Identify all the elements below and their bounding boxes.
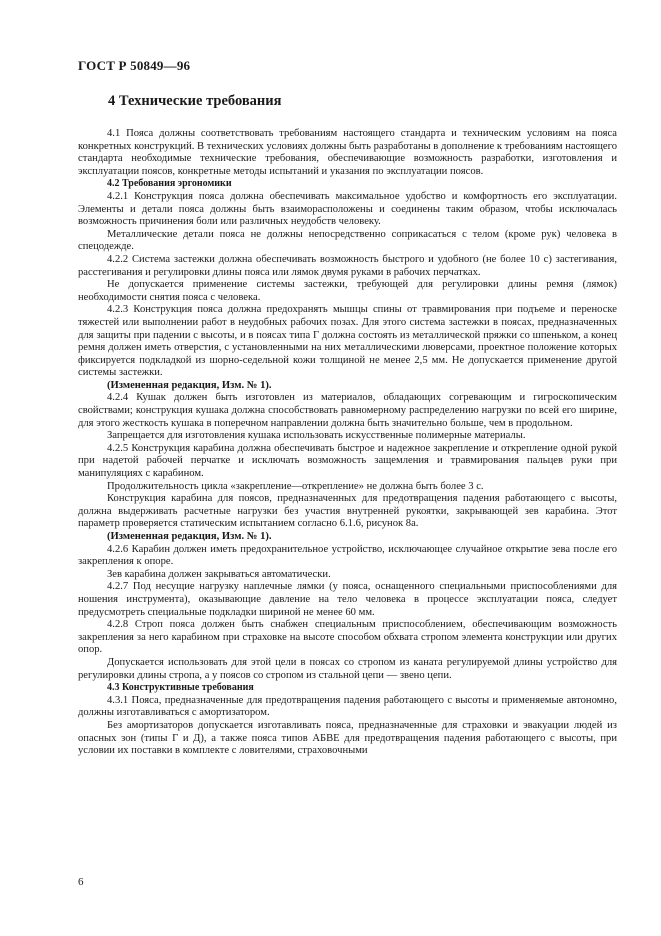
paragraph: 4.2.8 Строп пояса должен быть снабжен специальным приспособлением, обеспечивающим возможность закрепления за него карабином при страховке на высоте способом обхвата стропом элемента конструкции или других опор. <box>78 619 617 656</box>
amendment-note: (Измененная редакция, Изм. № 1). <box>107 531 272 542</box>
paragraph: Зев карабина должен закрываться автоматически. <box>107 568 331 580</box>
paragraph: Конструкция карабина для поясов, предназначенных для предотвращения падения работающего с высоты, должна выдерживать расчетные нагрузки без участия внутренней рукоятки, закрывающей зев карабина. Этот параметр проверяется статическим испытанием согласно 6.1.6, рисунок 8а. <box>78 493 617 530</box>
paragraph: 4.2.6 Карабин должен иметь предохранительное устройство, исключающее случайное открытие зева после его закрепления к опоре. <box>78 543 617 568</box>
document-header: ГОСТ Р 50849—96 <box>78 58 191 73</box>
paragraph: 4.2.4 Кушак должен быть изготовлен из материалов, обладающих согревающим и гигроскопическим свойствами; конструкция кушака должна способствовать равномерному распределению нагрузки по всей его ширине, для этого жесткость кушака в поперечном направлении должна быть значительно больше, чем в продольном. <box>78 392 617 429</box>
paragraph: Допускается использовать для этой цели в поясах со стропом из каната регулируемой длины устройство для регулировки длины стропа, а у поясов со стропом из стальной цепи — звено цепи. <box>78 656 617 681</box>
subsection-heading: 4.3 Конструктивные требования <box>107 682 254 694</box>
paragraph: Без амортизаторов допускается изготавливать пояса, предназначенные для страховки и эвакуации людей из опасных зон (типы Г и Д), а также пояса типов АБВЕ для предотвращения падения работающего с высоты, при условии их поставки в комплекте с ловителями, страховочными <box>78 719 617 757</box>
paragraph: 4.2.1 Конструкция пояса должна обеспечивать максимальное удобство и комфортность его эксплуатации. Элементы и детали пояса должны быть взаиморасположены и соединены таким образом, чтобы исключалась возможность причинения боли или различных неудобств человеку. <box>78 190 617 228</box>
paragraph: 4.2.5 Конструкция карабина должна обеспечивать быстрое и надежное закрепление и открепление одной рукой при надетой рабочей перчатке и исключать возможность защемления и травмирования пальцев руки при манипуляциях с карабином. <box>78 442 617 480</box>
paragraph: 4.2.2 Система застежки должна обеспечивать возможность быстрого и удобного (не более 10 с) застегивания, расстегивания и регулировки длины пояса или лямок двумя руками в рабочих перчатках. <box>78 253 617 278</box>
paragraph: Не допускается применение системы застежки, требующей для регулировки длины ремня (лямок) необходимости снятия пояса с человека. <box>78 279 617 303</box>
subsection-heading: 4.2 Требования эргономики <box>107 178 232 190</box>
paragraph: Запрещается для изготовления кушака использовать искусственные полимерные материалы. <box>107 430 526 442</box>
paragraph: Металлические детали пояса не должны непосредственно соприкасаться с телом (кроме рук) человека в спецодежде. <box>78 228 617 253</box>
paragraph: 4.2.7 Под несущие нагрузку наплечные лямки (у пояса, оснащенного специальными приспособлениями для ношения инструмента), оказывающие давление на тело человека в процессе эксплуатации пояса, следует предусмотреть специальные подкладки шириной не менее 60 мм. <box>78 581 617 618</box>
section-title: 4 Технические требования <box>108 93 282 109</box>
amendment-note: (Измененная редакция, Изм. № 1). <box>107 379 272 391</box>
paragraph: 4.1 Пояса должны соответствовать требованиям настоящего стандарта и техническим условиям на пояса конкретных конструкций. В технических условиях должны быть разработаны в дополнение к требованиям настоящего стандарта необходимые технические требования, обеспечивающие возможность разработки, изготовления и эксплуатации поясов, конкретные методы испытаний и указания по эксплуатации поясов. <box>78 128 617 177</box>
paragraph: 4.3.1 Пояса, предназначенные для предотвращения падения работающего с высоты и применяемые автономно, должны изготавливаться с амортизатором. <box>78 694 617 719</box>
page-number: 6 <box>78 876 84 888</box>
document-body <box>78 128 617 758</box>
paragraph: 4.2.3 Конструкция пояса должна предохранять мышцы спины от травмирования при подъеме и переноске тяжестей или выполнении работ в неудобных рабочих позах. Для этого система застежки в поясах, предназначенных для защиты при падении с высоты, и в поясах типа Г должна состоять из металлической пряжки со шпеньком, а конец ремня должен иметь отверстия, с установленными на них металлическими люверсами, проектное положение которых фиксируется подкладкой из шорно-седельной кожи толщиной не менее 2,5 мм. Не допускается применение другой системы застежки. <box>78 304 617 379</box>
paragraph: Продолжительность цикла «закрепление—открепление» не должна быть более 3 с. <box>107 480 484 492</box>
